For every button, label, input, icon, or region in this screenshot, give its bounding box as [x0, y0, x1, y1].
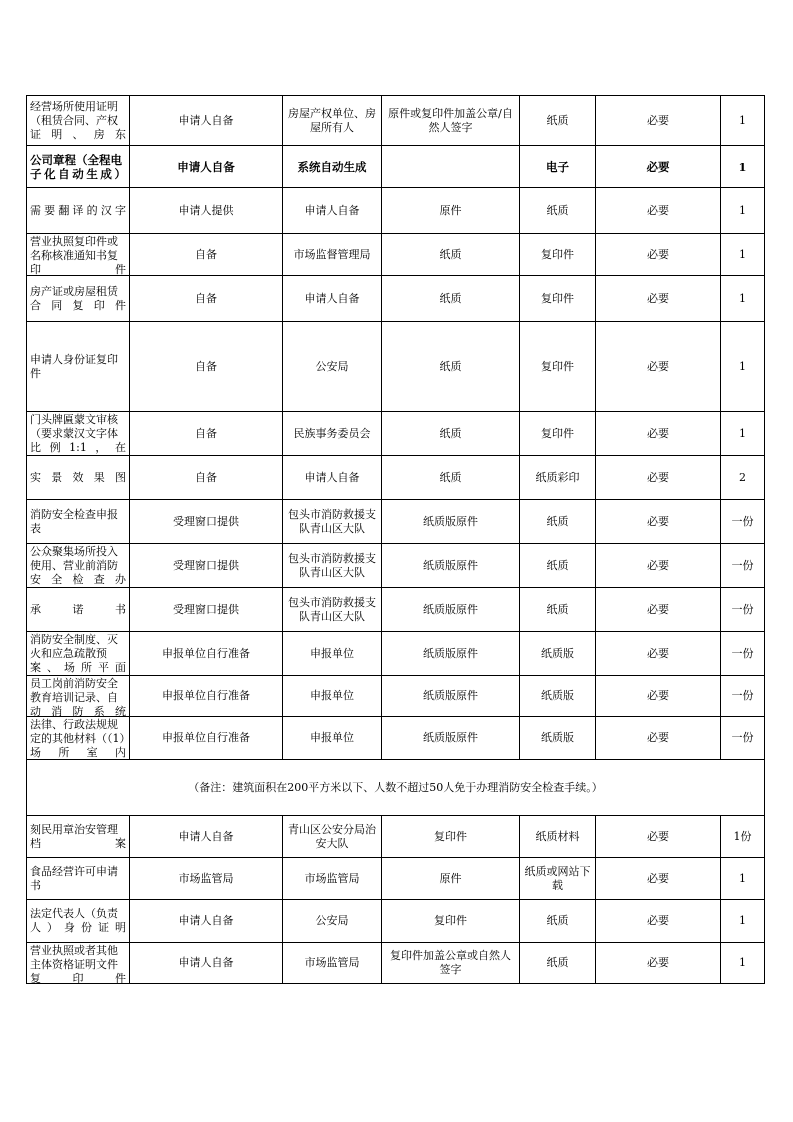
- table-cell: [283, 188, 382, 234]
- cell-text: 申请人自备: [178, 113, 234, 127]
- cell-text: 民族事务委员会: [293, 426, 371, 440]
- table-cell: [27, 717, 130, 760]
- cell-text: 申请人自备: [304, 470, 360, 484]
- cell-text: 必要: [647, 602, 669, 616]
- table-cell: [596, 632, 721, 676]
- cell-text: 需要翻译的汉字: [30, 203, 126, 217]
- table-cell: [596, 146, 721, 188]
- cell-text: 青山区公安分局治安大队: [288, 822, 376, 850]
- cell-text: 必要: [647, 731, 669, 744]
- table-cell: [130, 188, 283, 234]
- table-cell: [283, 544, 382, 588]
- table-cell: [520, 456, 596, 500]
- materials-table-body: [27, 96, 765, 984]
- table-row: [27, 900, 765, 943]
- cell-text: 刻民用章治安管理档案: [30, 822, 126, 850]
- table-row: [27, 943, 765, 984]
- table-row: [27, 544, 765, 588]
- cell-text: 必要: [647, 558, 669, 572]
- cell-text: 自备: [195, 247, 217, 261]
- cell-text: 原件或复印件加盖公章/自然人签字: [388, 106, 513, 134]
- table-cell: [283, 146, 382, 188]
- table-cell: [283, 96, 382, 146]
- table-cell: [596, 276, 721, 322]
- table-cell: [721, 412, 765, 456]
- cell-text: 纸质: [546, 956, 569, 969]
- cell-text: 法律、行政法规规定的其他材料（（1）场所室内: [30, 717, 126, 759]
- table-cell: [520, 816, 596, 858]
- table-row: [27, 96, 765, 146]
- cell-text: 1: [739, 291, 746, 305]
- table-cell: [283, 412, 382, 456]
- cell-text: 系统自动生成: [297, 159, 367, 174]
- cell-text: 复印件: [434, 914, 467, 927]
- table-cell: [27, 96, 130, 146]
- cell-text: 纸质版原件: [423, 646, 478, 660]
- cell-text: 2: [739, 470, 746, 484]
- table-cell: [382, 858, 520, 900]
- cell-text: 自备: [195, 470, 217, 484]
- cell-text: 1: [739, 871, 746, 885]
- table-row: [27, 676, 765, 717]
- table-cell: [382, 900, 520, 943]
- table-cell: [596, 544, 721, 588]
- cell-text: 1: [738, 159, 747, 174]
- table-cell: [520, 188, 596, 234]
- cell-text: 纸质: [439, 470, 462, 484]
- table-cell: [283, 632, 382, 676]
- table-cell: [130, 816, 283, 858]
- cell-text: 1: [739, 247, 746, 261]
- cell-text: 原件: [439, 871, 462, 885]
- table-cell: [283, 676, 382, 717]
- table-cell: [520, 900, 596, 943]
- cell-text: 申请人自备: [304, 203, 360, 217]
- cell-text: 承诺书: [30, 602, 126, 616]
- table-cell: [382, 276, 520, 322]
- table-cell: [130, 234, 283, 276]
- cell-text: 纸质: [546, 558, 569, 572]
- table-cell: [382, 456, 520, 500]
- table-cell: [596, 234, 721, 276]
- table-cell: [520, 588, 596, 632]
- table-cell: [520, 322, 596, 412]
- table-row: [27, 412, 765, 456]
- cell-text: 纸质: [439, 359, 462, 373]
- table-cell: [520, 234, 596, 276]
- table-cell: [130, 858, 283, 900]
- table-cell: [520, 632, 596, 676]
- table-cell: [596, 588, 721, 632]
- table-cell: [721, 900, 765, 943]
- cell-text: 申请人身份证复印件: [30, 352, 118, 380]
- table-cell: [27, 816, 130, 858]
- table-cell: [721, 676, 765, 717]
- cell-text: 消防安全检查申报表: [30, 507, 118, 535]
- cell-text: 申请人自备: [177, 159, 235, 174]
- cell-text: 一份: [731, 602, 754, 616]
- cell-text: 复印件: [541, 291, 574, 305]
- table-cell: [382, 816, 520, 858]
- cell-text: 纸质: [439, 426, 462, 440]
- table-cell: [283, 943, 382, 984]
- cell-text: 申请人自备: [178, 956, 234, 969]
- cell-text: 纸质: [546, 914, 569, 927]
- cell-text: 必要: [647, 646, 669, 660]
- cell-text: 申报单位: [310, 731, 354, 744]
- table-cell: [283, 456, 382, 500]
- cell-text: 1: [739, 426, 746, 440]
- table-cell: [130, 900, 283, 943]
- table-cell: [130, 146, 283, 188]
- table-cell: [721, 146, 765, 188]
- cell-text: 必要: [647, 359, 669, 373]
- cell-text: 营业执照复印件或名称核准通知书复印件: [30, 234, 126, 275]
- table-cell: [721, 544, 765, 588]
- cell-text: 一份: [731, 731, 754, 744]
- table-cell: [283, 588, 382, 632]
- table-cell: [27, 322, 130, 412]
- cell-text: 包头市消防救援支队青山区大队: [288, 507, 376, 535]
- table-cell: [27, 456, 130, 500]
- cell-text: 必要: [647, 247, 669, 261]
- cell-text: 复印件: [541, 426, 574, 440]
- table-cell: [596, 717, 721, 760]
- table-row: [27, 816, 765, 858]
- table-cell: [382, 322, 520, 412]
- table-cell: [596, 412, 721, 456]
- note-row: [27, 760, 765, 816]
- cell-text: 纸质材料: [535, 829, 580, 843]
- table-cell: [520, 544, 596, 588]
- cell-text: 1: [739, 914, 746, 927]
- cell-text: 纸质版原件: [423, 689, 478, 702]
- table-cell: [520, 717, 596, 760]
- table-row: [27, 456, 765, 500]
- table-row: [27, 500, 765, 544]
- table-cell: [520, 858, 596, 900]
- materials-table: [26, 95, 765, 984]
- cell-text: 纸质版: [541, 646, 574, 660]
- cell-text: 申请人自备: [178, 914, 234, 927]
- table-row: [27, 632, 765, 676]
- cell-text: 申报单位自行准备: [162, 646, 250, 660]
- cell-text: 必要: [647, 470, 669, 484]
- table-cell: [130, 412, 283, 456]
- table-cell: [382, 676, 520, 717]
- table-cell: [721, 632, 765, 676]
- cell-text: 1份: [733, 829, 752, 843]
- cell-text: 申报单位自行准备: [162, 689, 250, 702]
- cell-text: 一份: [731, 514, 754, 528]
- table-row: [27, 188, 765, 234]
- cell-text: 纸质版原件: [423, 558, 478, 572]
- cell-text: 法定代表人（负责人）身份证明: [30, 907, 126, 934]
- table-cell: [382, 412, 520, 456]
- table-cell: [596, 816, 721, 858]
- table-row: [27, 234, 765, 276]
- cell-text: 自备: [195, 359, 217, 373]
- cell-text: 门头牌匾蒙文审核（要求蒙汉文字体比例1:1，在: [30, 412, 126, 454]
- table-cell: [27, 500, 130, 544]
- cell-text: 消防安全制度、灭火和应急疏散预案、场所平面: [30, 632, 126, 674]
- table-cell: [721, 943, 765, 984]
- table-cell: [27, 188, 130, 234]
- cell-text: 纸质版: [541, 689, 574, 702]
- cell-text: 1: [739, 113, 746, 127]
- cell-text: 员工岗前消防安全教育培训记录、自动消防系统: [30, 676, 126, 716]
- table-cell: [130, 632, 283, 676]
- cell-text: 申请人自备: [178, 829, 234, 843]
- table-cell: [520, 676, 596, 717]
- note-cell: （备注：建筑面积在200平方米以下、人数不超过50人免于办理消防安全检查手续。）: [27, 760, 765, 816]
- cell-text: 市场监管局: [178, 871, 234, 885]
- cell-text: 申报单位: [310, 646, 354, 660]
- table-row: [27, 717, 765, 760]
- cell-text: 复印件: [541, 247, 574, 261]
- cell-text: 必要: [647, 871, 669, 885]
- cell-text: 纸质: [439, 247, 462, 261]
- cell-text: 复印件: [541, 359, 574, 373]
- table-cell: [520, 943, 596, 984]
- cell-text: 公安局: [315, 914, 349, 927]
- cell-text: 纸质版原件: [423, 731, 478, 744]
- cell-text: 申报单位: [310, 689, 354, 702]
- table-cell: [283, 276, 382, 322]
- table-cell: [721, 276, 765, 322]
- table-cell: [130, 456, 283, 500]
- cell-text: 自备: [195, 426, 217, 440]
- table-cell: [721, 234, 765, 276]
- table-cell: [130, 717, 283, 760]
- table-cell: [382, 544, 520, 588]
- cell-text: 房屋产权单位、房屋所有人: [288, 106, 376, 134]
- cell-text: 纸质或网站下载: [524, 864, 591, 892]
- cell-text: 必要: [647, 426, 669, 440]
- table-cell: [520, 96, 596, 146]
- cell-text: 营业执照或者其他主体资格证明文件复印件: [30, 943, 126, 983]
- table-cell: [596, 96, 721, 146]
- cell-text: 必要: [647, 113, 669, 127]
- table-cell: [721, 858, 765, 900]
- table-cell: [283, 500, 382, 544]
- cell-text: 必要: [647, 514, 669, 528]
- cell-text: 公众聚集场所投入使用、营业前消防安全检查办: [30, 544, 126, 586]
- table-cell: [27, 234, 130, 276]
- cell-text: 市场监管局: [304, 956, 360, 969]
- cell-text: 必要: [647, 291, 669, 305]
- cell-text: 实景效果图: [30, 470, 126, 484]
- cell-text: 1: [739, 956, 746, 969]
- table-cell: [382, 146, 520, 188]
- table-cell: [382, 500, 520, 544]
- cell-text: 必要: [646, 159, 670, 174]
- table-cell: [382, 717, 520, 760]
- table-row: [27, 276, 765, 322]
- table-cell: [283, 858, 382, 900]
- table-cell: [382, 588, 520, 632]
- table-cell: [721, 188, 765, 234]
- table-cell: [596, 456, 721, 500]
- table-cell: [27, 412, 130, 456]
- table-cell: [27, 146, 130, 188]
- cell-text: 纸质: [439, 291, 462, 305]
- cell-text: 必要: [647, 203, 669, 217]
- table-cell: [283, 717, 382, 760]
- table-cell: [520, 146, 596, 188]
- cell-text: 包头市消防救援支队青山区大队: [288, 595, 376, 623]
- table-cell: [130, 96, 283, 146]
- cell-text: 纸质版: [541, 731, 574, 744]
- cell-text: 1: [739, 203, 746, 217]
- cell-text: 必要: [647, 956, 669, 969]
- table-cell: [130, 943, 283, 984]
- table-cell: [596, 858, 721, 900]
- cell-text: 纸质: [546, 203, 569, 217]
- table-cell: [721, 96, 765, 146]
- table-row: [27, 322, 765, 412]
- cell-text: 1: [739, 359, 746, 373]
- cell-text: 纸质版原件: [423, 514, 478, 528]
- table-cell: [283, 322, 382, 412]
- table-cell: [130, 676, 283, 717]
- cell-text: 复印件加盖公章或自然人签字: [390, 949, 511, 976]
- table-cell: [382, 234, 520, 276]
- table-cell: [130, 276, 283, 322]
- table-cell: [382, 96, 520, 146]
- table-cell: [382, 943, 520, 984]
- table-cell: [520, 276, 596, 322]
- cell-text: 必要: [647, 829, 669, 843]
- table-cell: [130, 588, 283, 632]
- table-cell: [27, 632, 130, 676]
- cell-text: 受理窗口提供: [173, 514, 239, 528]
- cell-text: 一份: [731, 558, 754, 572]
- table-row: [27, 588, 765, 632]
- table-cell: [596, 676, 721, 717]
- cell-text: 复印件: [434, 829, 467, 843]
- cell-text: 纸质: [546, 113, 569, 127]
- table-cell: [721, 588, 765, 632]
- table-cell: [721, 816, 765, 858]
- cell-text: 受理窗口提供: [173, 602, 239, 616]
- table-cell: [130, 500, 283, 544]
- table-cell: [721, 456, 765, 500]
- table-cell: [27, 943, 130, 984]
- cell-text: 受理窗口提供: [173, 558, 239, 572]
- cell-text: 一份: [731, 689, 754, 702]
- cell-text: 市场监督管理局: [293, 247, 371, 261]
- cell-text: 房产证或房屋租赁合同复印件: [30, 284, 126, 312]
- table-cell: [27, 858, 130, 900]
- cell-text: 申请人自备: [304, 291, 360, 305]
- table-cell: [27, 544, 130, 588]
- table-cell: [520, 500, 596, 544]
- table-cell: [27, 676, 130, 717]
- table-cell: [721, 322, 765, 412]
- table-cell: [283, 900, 382, 943]
- table-cell: [130, 544, 283, 588]
- table-cell: [721, 500, 765, 544]
- cell-text: 纸质: [546, 514, 569, 528]
- cell-text: 一份: [731, 646, 754, 660]
- cell-text: 必要: [647, 689, 669, 702]
- table-cell: [27, 900, 130, 943]
- cell-text: 纸质彩印: [535, 470, 580, 484]
- cell-text: 自备: [195, 291, 217, 305]
- cell-text: 纸质: [546, 602, 569, 616]
- table-cell: [27, 276, 130, 322]
- cell-text: 经营场所使用证明（租赁合同、产权证明、房东: [30, 99, 126, 141]
- cell-text: 市场监管局: [304, 871, 360, 885]
- table-cell: [596, 900, 721, 943]
- table-cell: [596, 322, 721, 412]
- table-cell: [596, 500, 721, 544]
- cell-text: 纸质版原件: [423, 602, 478, 616]
- table-cell: [721, 717, 765, 760]
- table-cell: [382, 632, 520, 676]
- cell-text: 电子: [546, 159, 569, 174]
- table-cell: [27, 588, 130, 632]
- table-cell: [382, 188, 520, 234]
- cell-text: 申报单位自行准备: [162, 731, 250, 744]
- table-cell: [520, 412, 596, 456]
- table-cell: [596, 188, 721, 234]
- table-cell: [283, 816, 382, 858]
- cell-text: 必要: [647, 914, 669, 927]
- cell-text: 申请人提供: [178, 203, 234, 217]
- table-row: [27, 858, 765, 900]
- cell-text: 公安局: [315, 359, 349, 373]
- cell-text: 食品经营许可申请书: [30, 864, 118, 892]
- table-cell: [596, 943, 721, 984]
- cell-text: 包头市消防救援支队青山区大队: [288, 551, 376, 579]
- cell-text: 公司章程（全程电子化自动生成）: [30, 152, 126, 181]
- table-cell: [130, 322, 283, 412]
- table-row: [27, 146, 765, 188]
- cell-text: 原件: [439, 203, 462, 217]
- table-cell: [283, 234, 382, 276]
